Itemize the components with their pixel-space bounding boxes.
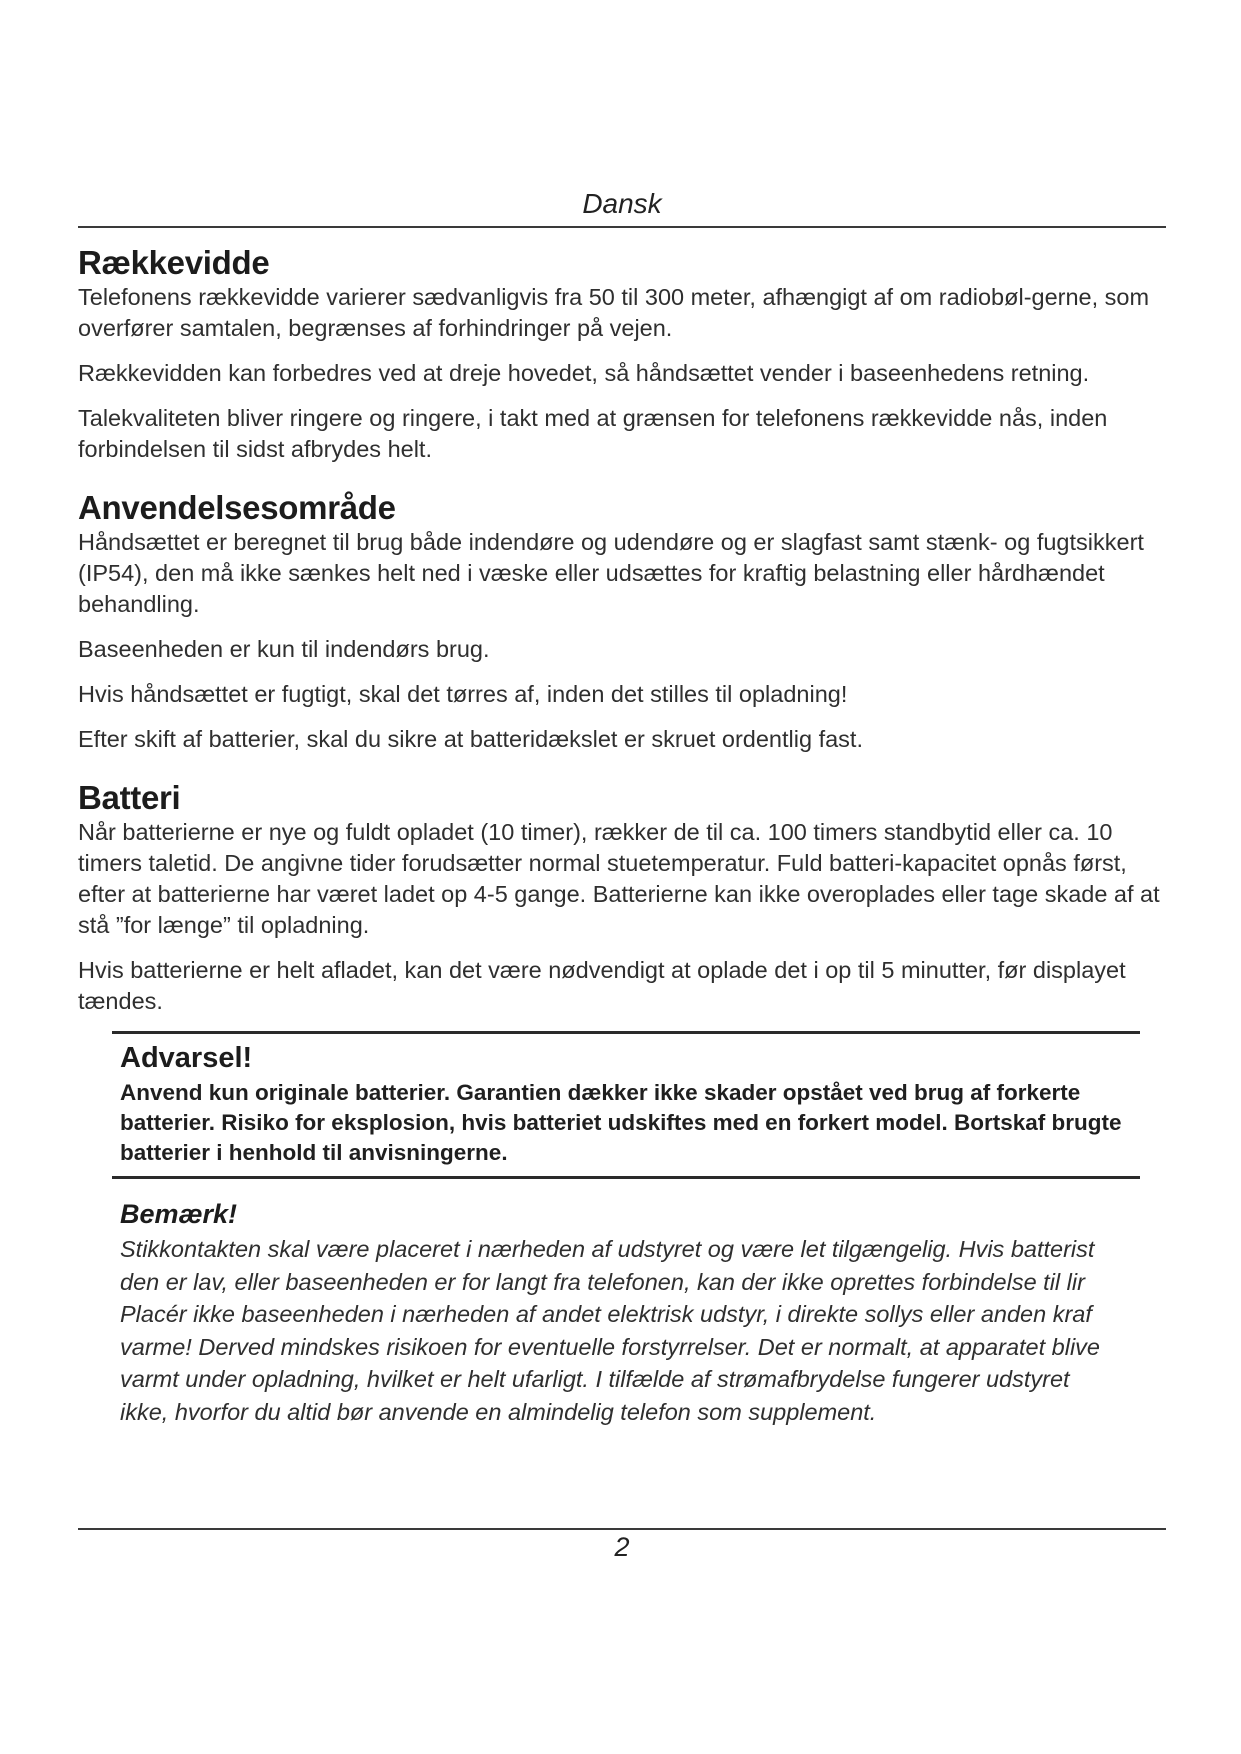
note-line: Stikkontakten skal være placeret i nærheden af udstyret og være let tilgængelig. Hvis batterist [120, 1236, 1095, 1262]
section-paragraph: Baseenheden er kun til indendørs brug. [78, 636, 490, 662]
note-line: den er lav, eller baseenheden er for langt fra telefonen, kan der ikke oprettes forbindelse til lir [120, 1268, 1085, 1295]
header-language-title: Dansk [582, 188, 662, 219]
note-line: Placér ikke baseenheden i nærheden af andet elektrisk udstyr, i direkte sollys eller anden kraf [120, 1301, 1092, 1327]
footer-divider [78, 1528, 1166, 1530]
warning-text: Anvend kun originale batterier. Garantien dækker ikke skader opstået ved brug af forkerte batterier. Risiko for eksplosion, hvis batteriet udskiftes med en forkert model. Bortskaf brugte batterier i henhold til anvisningerne. [120, 1080, 1122, 1165]
warning-heading: Advarsel! [120, 1042, 253, 1074]
section-rækkevidde [78, 244, 1166, 465]
section-anvendelsesomraade [78, 489, 1166, 755]
note-line: ikke, hvorfor du altid bør anvende en almindelig telefon som supplement. [120, 1398, 877, 1425]
section-paragraph: Hvis håndsættet er fugtigt, skal det tørres af, inden det stilles til opladning! [78, 681, 848, 707]
section-batteri [78, 779, 1166, 1017]
section-heading: Rækkevidde [78, 244, 270, 281]
note-line: varme! Derved mindskes risikoen for eventuelle forstyrrelser. Det er normalt, at apparatet blive [120, 1333, 1101, 1360]
section-paragraph: Talekvaliteten bliver ringere og ringere, i takt med at grænsen for telefonens rækkevidde nås, inden forbindelsen til sidst afbrydes helt. [78, 405, 1108, 462]
note-box [120, 1197, 1166, 1428]
section-paragraph: Håndsættet er beregnet til brug både indendøre og udendøre og er slagfast samt stænk- og fugtsikkert (IP54), den må ikke sænkes helt ned i væske eller udsættes for kraftig belastning eller hårdhændet behandling. [78, 529, 1144, 617]
section-paragraph: Hvis batterierne er helt afladet, kan det være nødvendigt at oplade det i op til 5 minutter, før displayet tændes. [78, 957, 1126, 1014]
section-paragraph: Rækkevidden kan forbedres ved at dreje hovedet, så håndsættet vender i baseenhedens retning. [78, 360, 1090, 386]
section-paragraph: Efter skift af batterier, skal du sikre at batteridækslet er skruet ordentlig fast. [78, 726, 863, 752]
warning-box [112, 1031, 1140, 1179]
page-number: 2 [614, 1532, 630, 1562]
note-heading: Bemærk! [120, 1199, 238, 1229]
note-line: varmt under opladning, hvilket er helt ufarligt. I tilfælde af strømafbrydelse fungerer udstyret [120, 1366, 1070, 1392]
section-heading: Anvendelsesområde [78, 489, 396, 526]
section-paragraph: Når batterierne er nye og fuldt opladet (10 timer), rækker de til ca. 100 timers standbytid eller ca. 10 timers taletid. De angivne tider forudsætter normal stuetemperatur. Fuld batteri-kapacitet opnås først, efter at batterierne har været ladet op 4-5 gange. Batterierne kan ikke overoplades eller tage skade af at stå ”for længe” til opladning. [78, 819, 1160, 938]
page-content [78, 244, 1166, 1428]
page-header [78, 188, 1166, 228]
section-paragraph: Telefonens rækkevidde varierer sædvanligvis fra 50 til 300 meter, afhængigt af om radiobøl-gerne, som overfører samtalen, begrænses af forhindringer på vejen. [78, 284, 1150, 341]
document-page [78, 0, 1166, 1754]
section-heading: Batteri [78, 779, 181, 816]
